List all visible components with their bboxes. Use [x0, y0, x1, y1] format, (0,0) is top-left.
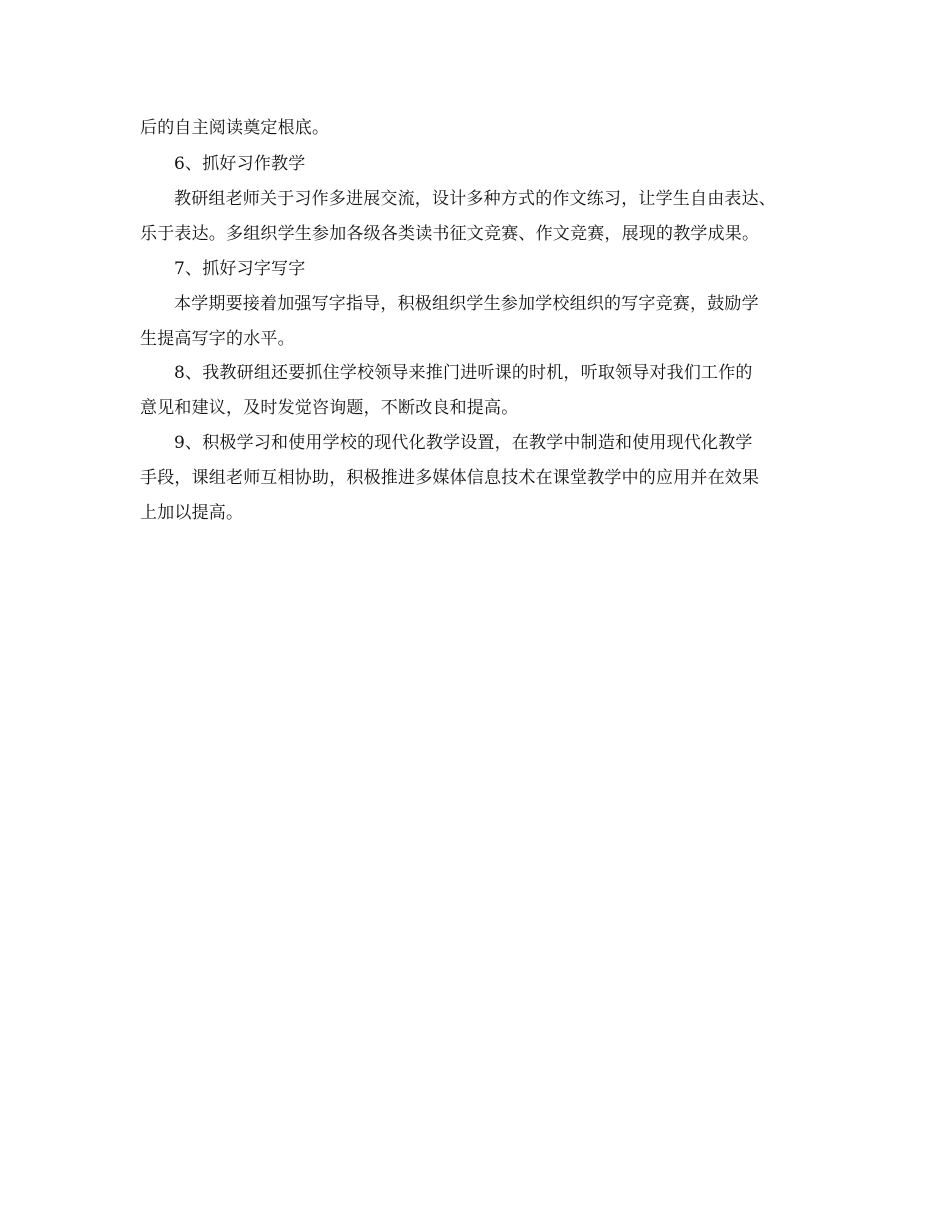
text-line: 8、我教研组还要抓住学校领导来推门进听课的时机，听取领导对我们工作的 — [174, 363, 753, 383]
section-heading: 6、抓好习作教学 — [174, 154, 306, 174]
text-line: 手段，课组老师互相协助，积极推进多媒体信息技术在课堂教学中的应用并在效果 — [140, 468, 760, 488]
text-line: 后的自主阅读奠定根底。 — [140, 118, 330, 138]
text-line: 生提高写字的水平。 — [140, 329, 295, 349]
text-line: 本学期要接着加强写字指导，积极组织学生参加学校组织的写字竞赛，鼓励学 — [174, 294, 759, 314]
text-line: 9、积极学习和使用学校的现代化教学设置，在教学中制造和使用现代化教学 — [174, 433, 753, 453]
text-line: 上加以提高。 — [140, 503, 244, 523]
text-line: 教研组老师关于习作多进展交流，设计多种方式的作文练习，让学生自由表达、 — [174, 189, 776, 209]
section-heading: 7、抓好习字写字 — [174, 259, 306, 279]
text-line: 意见和建议，及时发觉咨询题，不断改良和提高。 — [140, 398, 519, 418]
text-line: 乐于表达。多组织学生参加各级各类读书征文竞赛、作文竞赛，展现的教学成果。 — [140, 224, 760, 244]
